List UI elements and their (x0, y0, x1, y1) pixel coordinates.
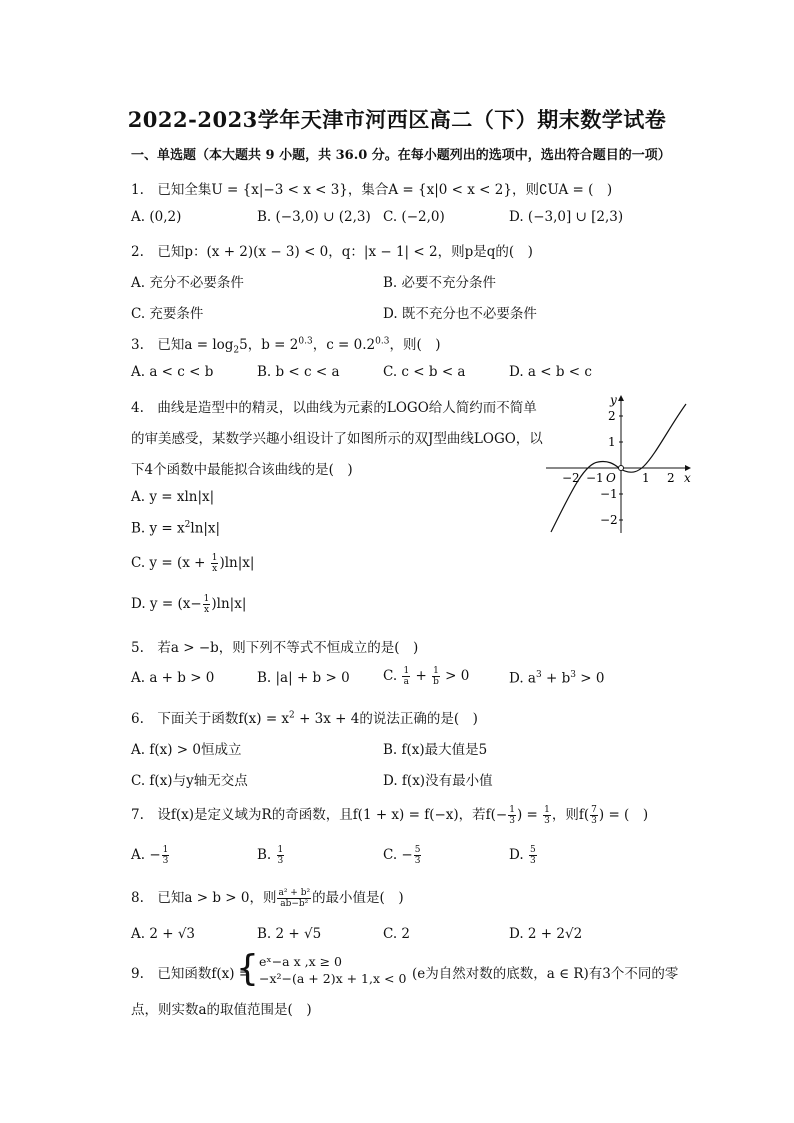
q2-option-d: D. 既不充分也不必要条件 (383, 306, 537, 322)
q4-option-d: D. y = (x− $\frac{1}{x}$ )ln|x| (131, 594, 247, 615)
q1-option-c: C. (−2,0) (383, 209, 445, 225)
q7-option-c: C. − $\frac{5}{3}$ (383, 845, 421, 866)
q8-option-d: D. 2 + 2√2 (509, 926, 583, 942)
q5-option-d: D. $a^3 + b^3 > 0$ (509, 670, 605, 687)
graph-xlabel: x (684, 471, 691, 485)
q3-option-a: A. a < c < b (131, 364, 214, 380)
exam-title: 2022-2023学年天津市河西区高二（下）期末数学试卷 (127, 107, 667, 132)
q9-stem-line2: 点，则实数a的取值范围是( ) (131, 1002, 312, 1018)
q7-option-a: A. − $\frac{1}{3}$ (131, 845, 169, 866)
q8-option-b: B. 2 + √5 (257, 926, 322, 942)
q6-stem: 6. 下面关于函数$f(x) = x^2 + 3x + 4$的说法正确的是( ) (131, 710, 478, 727)
q5-option-b: B. |a| + b > 0 (257, 670, 350, 686)
q2-stem: 2. 已知p：(x + 2)(x − 3) < 0，q：|x − 1| < 2，则p是q的( ) (131, 244, 533, 260)
q5-stem: 5. 若a > −b，则下列不等式不恒成立的是( ) (131, 640, 419, 656)
q2-option-a: A. 充分不必要条件 (131, 275, 244, 291)
q4-stem-line1: 4. 曲线是造型中的精灵，以曲线为元素的LOGO给人简约而不简单 (131, 400, 537, 416)
q9-stem-pre: 9. 已知函数f(x) = (131, 966, 251, 982)
q5-option-c: C. $\frac{1}{a}$ + $\frac{1}{b}$ > 0 (383, 666, 470, 687)
q7-option-d: D. $\frac{5}{3}$ (509, 845, 536, 866)
q4-stem-line3: 下4个函数中最能拟合该曲线的是( ) (131, 462, 353, 478)
q3-stem: 3. 已知$a = \log_25$，$b = 2^{0.3}$，$c = 0.2^{0.3}$，则( ) (131, 336, 441, 356)
ytick-1: 1 (608, 435, 616, 449)
q8-stem: 8. 已知a > b > 0，则 $\frac{\text{a² + b²}}{\text{ab−b²}}$ 的最小值是( ) (131, 888, 404, 909)
q6-option-d: D. f(x)没有最小值 (383, 773, 493, 789)
graph-origin: O (606, 471, 616, 485)
ytick-3: −2 (600, 513, 618, 527)
q2-option-b: B. 必要不充分条件 (383, 275, 497, 291)
ytick-2: −1 (600, 487, 618, 501)
section-heading: 一、单选题（本大题共 9 小题，共 36.0 分。在每小题列出的选项中，选出符合题目的一项） (131, 148, 671, 163)
q8-option-c: C. 2 (383, 926, 411, 942)
q3-option-c: C. c < b < a (383, 364, 466, 380)
q5-option-a: A. a + b > 0 (131, 670, 215, 686)
q7-stem: 7. 设f(x)是定义域为R的奇函数，且f(1 + x) = f(−x)，若f(− $\frac{1}{3}$ ) = $\frac{1}{3}$ ，则f( $\frac{7}{3}$ ) = ( ) (131, 805, 649, 826)
xtick-0: −2 (562, 471, 580, 485)
q9-piecewise-brace: { (236, 948, 259, 989)
q9-case-1: eˣ−a x ,x ≥ 0 (259, 954, 343, 969)
q8-option-a: A. 2 + √3 (131, 926, 196, 942)
q3-option-b: B. b < c < a (257, 364, 340, 380)
q3-option-d: D. a < b < c (509, 364, 592, 380)
q1-option-b: B. (−3,0) ∪ (2,3) (257, 209, 371, 225)
q9-stem-post: (e为自然对数的底数，a ∈ R)有3个不同的零 (412, 966, 679, 982)
q6-option-c: C. f(x)与y轴无交点 (131, 773, 248, 789)
q4-option-c: C. y = (x + $\frac{1}{x}$ )ln|x| (131, 553, 255, 574)
xtick-1: −1 (586, 471, 604, 485)
ytick-0: 2 (608, 409, 616, 423)
xtick-2: 1 (642, 471, 650, 485)
origin-hollow-point (619, 466, 624, 471)
graph-ylabel: y (610, 393, 617, 407)
q4-option-a: A. y = xln|x| (131, 489, 215, 505)
q1-option-a: A. (0,2) (131, 209, 182, 225)
q6-option-b: B. f(x)最大值是5 (383, 742, 488, 758)
q7-option-b: B. $\frac{1}{3}$ (257, 845, 284, 866)
q1-stem: 1. 已知全集U = {x|−3 < x < 3}，集合A = {x|0 < x < 2}，则∁UA = ( ) (131, 182, 613, 198)
xtick-3: 2 (667, 471, 675, 485)
q6-option-a: A. f(x) > 0恒成立 (131, 742, 242, 758)
q2-option-c: C. 充要条件 (131, 306, 204, 322)
q9-case-2: −x²−(a + 2)x + 1,x < 0 (259, 971, 407, 986)
q4-curve-graph (546, 392, 696, 534)
q4-option-b: B. $y = x^2\ln|x|$ (131, 520, 221, 537)
q1-option-d: D. (−3,0] ∪ [2,3) (509, 209, 624, 225)
q4-stem-line2: 的审美感受，某数学兴趣小组设计了如图所示的双J型曲线LOGO，以 (131, 431, 543, 447)
